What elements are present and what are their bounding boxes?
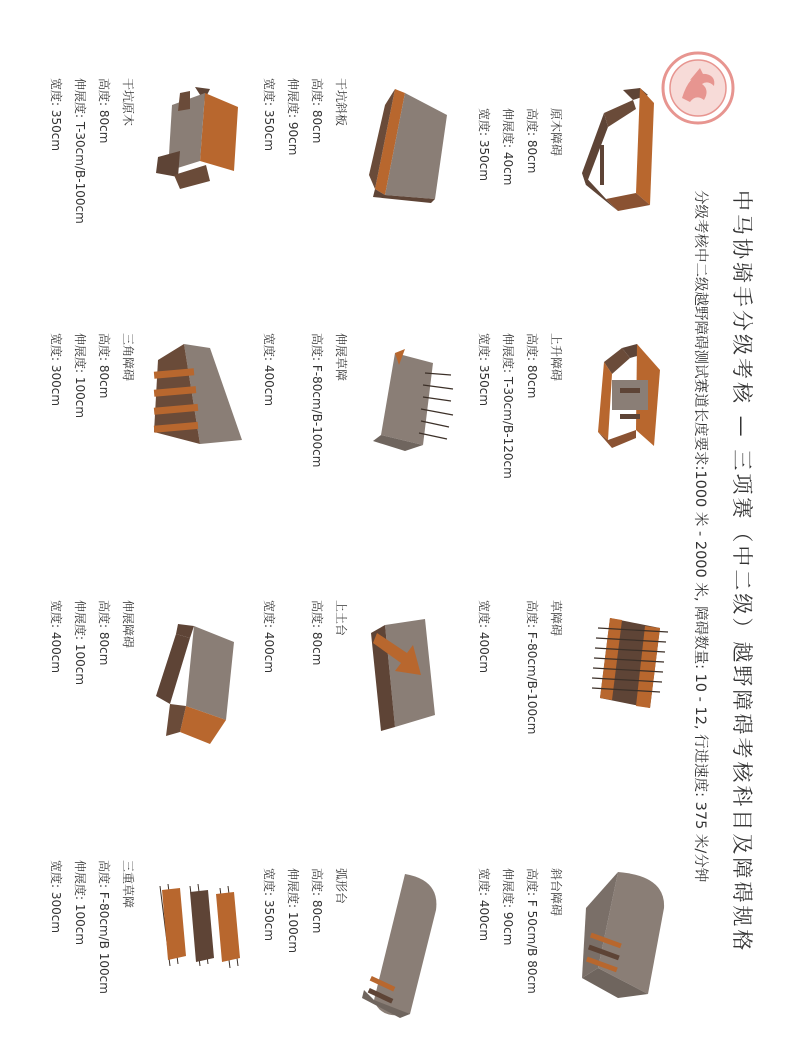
obstacle-spec-extended-brush — [257, 333, 353, 467]
spec-line: 宽度: 300cm — [49, 860, 63, 934]
spec-line: 高度: 80cm — [525, 333, 539, 399]
spec-line: 伸展度: T-30cm/B-100cm — [73, 78, 87, 224]
spec-line: 高度: F-80cm/B 100cm — [97, 860, 111, 994]
spec-line: 宽度: 400cm — [49, 600, 63, 674]
spec-line: 宽度: 400cm — [262, 600, 276, 674]
spec-line: 伸展度: 100cm — [73, 600, 87, 686]
obstacle-name: 原木障碍 — [549, 108, 563, 157]
spec-line: 伸展度: 100cm — [73, 860, 87, 946]
ditch-slope-obstacle-illustration — [365, 85, 455, 205]
spec-line: 宽度: 350cm — [477, 333, 491, 407]
obstacle-spec-triangle — [44, 333, 140, 418]
spec-line: 伸展度: T-30cm/B-120cm — [501, 333, 515, 479]
log-obstacle-illustration — [578, 85, 670, 213]
spec-line: 高度: F-80cm/B-100cm — [525, 600, 539, 735]
spec-line: 高度: 80cm — [310, 78, 324, 144]
spec-line: 高度: 80cm — [310, 600, 324, 666]
obstacle-spec-ditch-log — [44, 78, 140, 224]
page-subtitle: 分级考核中二级越野障碍测试赛道长度要求:1000 米 - 2000 米, 障碍数量: 10 - 12, 行进速度: 375 米/分钟 — [692, 190, 708, 883]
ascending-obstacle-illustration — [592, 340, 670, 450]
arc-table-obstacle-illustration — [360, 870, 440, 1020]
spec-line: 高度: 80cm — [97, 78, 111, 144]
spec-line: 宽度: 400cm — [262, 333, 276, 407]
obstacle-spec-slope-table — [472, 868, 568, 994]
spec-line: 宽度: 350cm — [49, 78, 63, 152]
ditch-log-obstacle-illustration — [150, 85, 245, 190]
triangle-obstacle-illustration — [150, 340, 245, 445]
obstacle-spec-ascending — [472, 333, 568, 479]
extended-obstacle-illustration — [150, 620, 240, 750]
brush-obstacle-illustration — [590, 608, 670, 718]
obstacle-spec-brush — [472, 600, 568, 734]
spec-line: 高度: F-80cm/B-100cm — [310, 333, 324, 468]
spec-line: 伸展度: 100cm — [286, 868, 300, 954]
obstacle-name: 草障碍 — [549, 600, 563, 637]
obstacle-name: 干坑斜板 — [334, 78, 348, 127]
spec-line: 高度: 80cm — [97, 333, 111, 399]
obstacle-name: 三重草障 — [121, 860, 135, 909]
spec-line: 伸展度: 40cm — [501, 108, 515, 186]
spec-line: 宽度: 300cm — [49, 333, 63, 407]
spec-line: 伸展度: 90cm — [286, 78, 300, 156]
obstacle-name: 上土台 — [334, 600, 348, 637]
page-title: 中马协骑手分级考核 — 三项赛（中二级）越野障碍考核科目及障碍规格 — [730, 190, 754, 954]
obstacle-name: 伸展草障 — [334, 333, 348, 382]
spec-line: 宽度: 350cm — [477, 108, 491, 182]
spec-line: 伸展度: 90cm — [501, 868, 515, 946]
obstacle-name: 三角障碍 — [121, 333, 135, 382]
obstacle-name: 干坑原木 — [121, 78, 135, 127]
spec-line: 宽度: 400cm — [477, 868, 491, 942]
spec-line: 高度: 80cm — [310, 868, 324, 934]
obstacle-name: 伸展障碍 — [121, 600, 135, 649]
obstacle-spec-triple-brush — [44, 860, 140, 994]
obstacle-name: 上升障碍 — [549, 333, 563, 382]
obstacle-spec-arc-table — [257, 868, 353, 953]
bank-up-obstacle-illustration — [365, 615, 445, 735]
spec-line: 伸展度: 100cm — [73, 333, 87, 419]
obstacle-name: 斜台障碍 — [549, 868, 563, 917]
obstacle-name: 弧形台 — [334, 868, 348, 905]
obstacle-spec-extended — [44, 600, 140, 685]
association-seal-logo — [660, 50, 736, 126]
spec-line: 高度: F 50cm/B 80cm — [525, 868, 539, 994]
spec-line: 宽度: 350cm — [262, 868, 276, 942]
obstacle-spec-bank-up — [257, 600, 353, 673]
spec-line: 高度: 80cm — [525, 108, 539, 174]
slope-table-obstacle-illustration — [578, 868, 670, 1000]
spec-line: 高度: 80cm — [97, 600, 111, 666]
spec-line: 宽度: 350cm — [262, 78, 276, 152]
extended-brush-obstacle-illustration — [365, 345, 455, 455]
spec-line: 宽度: 400cm — [477, 600, 491, 674]
obstacle-spec-log — [472, 108, 568, 185]
obstacle-spec-ditch-slope — [257, 78, 353, 155]
triple-brush-obstacle-illustration — [150, 880, 245, 970]
